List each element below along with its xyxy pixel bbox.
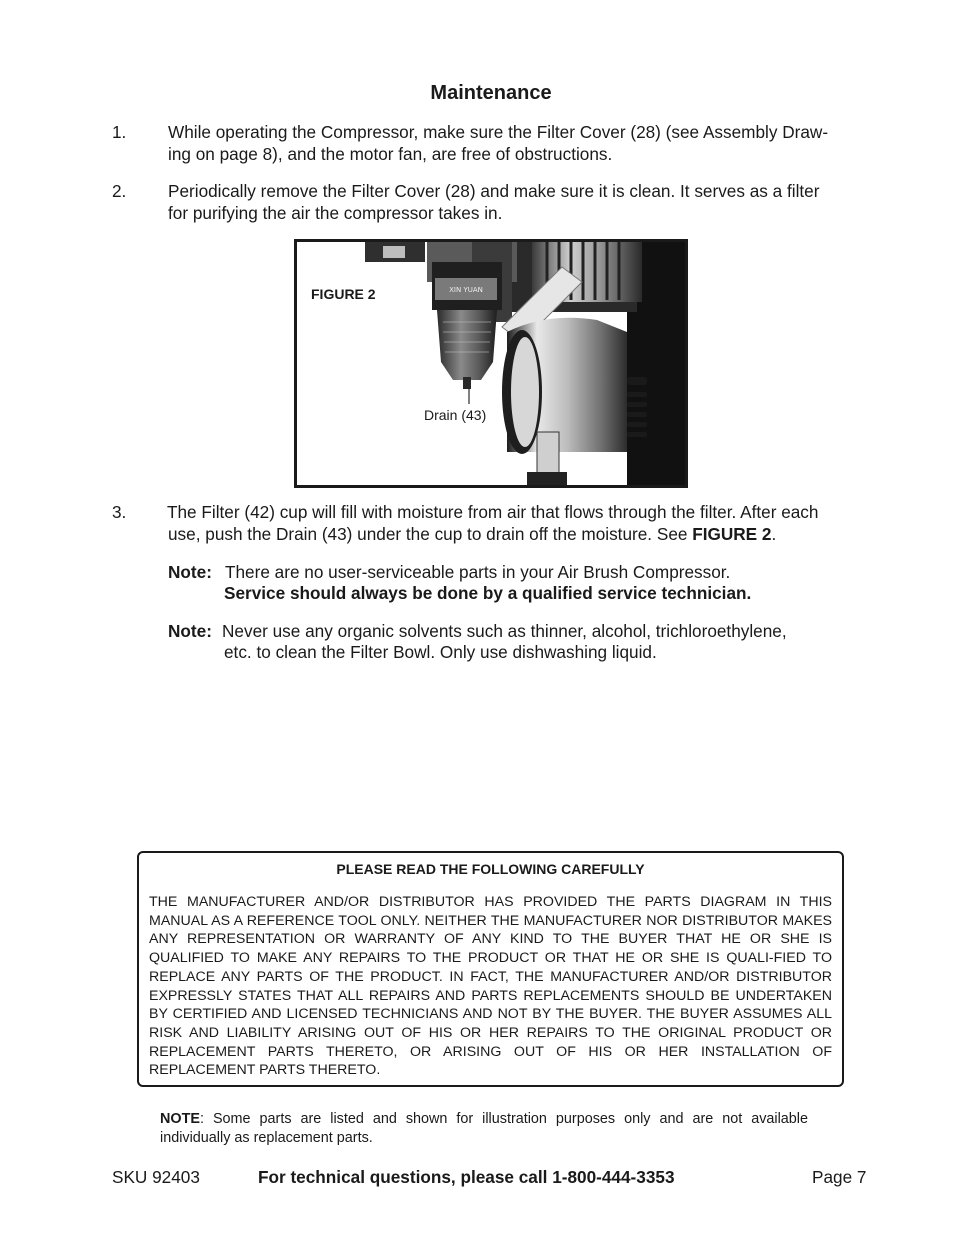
note-label: Note: (168, 562, 212, 582)
step-text-line: ing on page 8), and the motor fan, are free of obstructions. (168, 144, 613, 164)
footer-support: For technical questions, please call 1-800-444-3353 (258, 1167, 675, 1187)
parts-note-text: : Some parts are listed and shown for illustration purposes only and are not available individually as replacement parts. (160, 1111, 808, 1146)
figure-label: FIGURE 2 (311, 286, 376, 302)
warning-body: THE MANUFACTURER AND/OR DISTRIBUTOR HAS PROVIDED THE PARTS DIAGRAM IN THIS MANUAL AS A REFERENCE TOOL ONLY. NEITHER THE MANUFACTURER NOR DISTRIBUTOR MAKES ANY REPRESENTATION OR WARRANTY OF ANY KIND TO THE BUYER THAT HE OR SHE IS QUALIFIED TO MAKE ANY REPAIRS TO THE PRODUCT OR THAT HE OR SHE IS QUALI-FIED TO REPLACE ANY PARTS OF THE PRODUCT. IN FACT, THE MANUFACTURER AND/OR DISTRIBUTOR EXPRESSLY STATES THAT ALL REPAIRS AND PARTS REPLACEMENTS SHOULD BE UNDERTAKEN BY CERTIFIED AND LICENSED TECHNICIANS AND NOT BY THE BUYER. THE BUYER ASSUMES ALL RISK AND LIABILITY ARISING OUT OF HIS OR HER REPAIRS TO THE ORIGINAL PRODUCT OR REPLACEMENT PARTS THERETO, OR ARISING OUT OF HIS OR HER INSTALLATION OF REPLACEMENT PARTS THERETO. (149, 894, 832, 1079)
step-text-line: Periodically remove the Filter Cover (28) and make sure it is clean. It serves as a filter (168, 181, 820, 201)
compressor-photo (297, 242, 685, 485)
step-text-line: The Filter (42) cup will fill with moisture from air that flows through the filter. After each (167, 502, 819, 522)
step-number: 1. (112, 122, 127, 142)
step-text-line: for purifying the air the compressor takes in. (168, 203, 503, 223)
step-number: 2. (112, 181, 127, 201)
step-text: . (771, 524, 777, 544)
parts-note-label: NOTE (160, 1111, 200, 1127)
warning-box (137, 851, 844, 1087)
note-text-bold: Service should always be done by a qualified service technician. (224, 583, 752, 603)
step-text: use, push the Drain (43) under the cup to drain off the moisture. See (168, 524, 693, 544)
page-title: Maintenance (430, 82, 552, 104)
step-text-line: While operating the Compressor, make sure the Filter Cover (28) (see Assembly Draw- (168, 122, 829, 142)
figure-reference: FIGURE 2 (692, 524, 772, 544)
footer-page-number: Page 7 (812, 1167, 867, 1187)
parts-note (160, 1110, 808, 1147)
note-text: There are no user-serviceable parts in your Air Brush Compressor. (225, 562, 731, 582)
figure-2 (294, 239, 688, 488)
note-label: Note: (168, 621, 212, 641)
warning-title: PLEASE READ THE FOLLOWING CAREFULLY (336, 861, 645, 877)
step-text-line (168, 523, 776, 545)
footer-sku: SKU 92403 (112, 1167, 200, 1187)
step-number: 3. (112, 502, 127, 522)
filter-brand-text: XIN YUAN (449, 286, 483, 294)
note-text: Never use any organic solvents such as thinner, alcohol, trichloroethylene, (222, 621, 787, 641)
drain-callout: Drain (43) (424, 407, 487, 423)
note-text: etc. to clean the Filter Bowl. Only use dishwashing liquid. (224, 642, 657, 662)
